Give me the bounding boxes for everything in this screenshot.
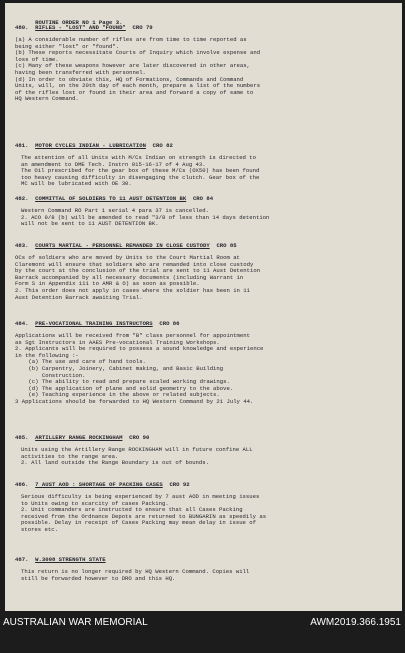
section-body-line: stores etc. <box>21 526 58 533</box>
section-body-line: Form S in Appendix 111 to AMR & O) as soon as possible. <box>15 280 200 288</box>
section-body-line: This return is no longer required by HQ Western Command. Copies will <box>21 568 250 575</box>
section-body-line: 2. All land outside the Range Boundary is out of bounds. <box>21 459 209 467</box>
section-body-line: (c) The ability to read and prepare scaled working drawings. <box>15 378 230 386</box>
section-body-line: 2. This order does not apply in cases where the soldier has been in 11 <box>15 287 250 294</box>
section-heading <box>15 243 237 250</box>
section-body-line: being either "lost" or "found". <box>15 42 120 50</box>
section-title: ARTILLERY RANGE ROCKINGHAM <box>35 434 123 441</box>
archive-footer <box>0 612 405 653</box>
section-body-line: activities to the range area. <box>21 452 119 460</box>
section-body-line: Serious difficulty is being experienced by 7 aust AOD in meeting issues <box>21 493 260 500</box>
section-reference: CRO 86 <box>159 320 180 327</box>
section-reference: CRO 79 <box>132 24 153 31</box>
section-heading <box>15 557 112 564</box>
footer-accession-number: AWM2019.366.1951 <box>310 617 401 628</box>
section-body-line: Western Command RO Part 1 serial 4 para 37 is cancelled. <box>21 207 209 214</box>
section-number: 486. <box>15 481 29 488</box>
section-body-line: Units using the Artillery Range ROCKINGHAM will in future confine ALL <box>21 446 253 453</box>
section-heading <box>15 321 180 328</box>
section-heading <box>15 25 153 32</box>
section-heading <box>15 435 149 442</box>
section-body-line: 2. ACO 9/8 (b) will be amended to read "3/8 of less than 14 days detention <box>21 213 270 221</box>
section-body-line: The Oil prescribed for the gear box of these M/Cs (OX50) has been found <box>21 167 260 175</box>
section-body-line: 3 Applications should be forwarded to HQ Western Command by 21 July 44. <box>15 398 254 405</box>
section-body-line: (b) Carpentry, Joinery, Cabinet making, and Basic Building <box>15 365 224 372</box>
section-body-line: 2. Unit commanders are instructed to ensure that all Cases Packing <box>21 506 243 514</box>
header-text: ROUTINE ORDER NO 1 Page 3. <box>35 18 123 26</box>
section-body-line: having been transferred with personnel. <box>15 69 146 76</box>
section-title: COMMITTAL OF SOLDIERS TO 11 AUST DETENTION BK <box>35 195 187 202</box>
section-title: 7 AUST AOD : SHORTAGE OF PACKING CASES <box>35 481 163 488</box>
section-body-line: HQ Western Command. <box>15 95 79 103</box>
section-body-line: in the following :- <box>15 351 79 359</box>
section-body-line: Aust Detention Barrack awaiting Trial. <box>15 293 143 301</box>
section-number: 482. <box>15 195 29 202</box>
section-body-line: loss of time. <box>15 55 59 63</box>
section-number: 480. <box>15 24 29 31</box>
section-body-line: of the rifles lost or found in their area and forward a copy of same to <box>15 88 254 96</box>
section-body-line: MC will be lubricated with OE 30. <box>21 180 132 188</box>
section-body-line: Claremont will ensure that soldiers who are remanded into close custody <box>15 260 254 268</box>
section-body-line: (d) In order to obviate this, HQ of Formations, Commands and Command <box>15 75 244 83</box>
section-body-line: (b) These reports necessitate Courts of Inquiry which involve expense and <box>15 49 261 57</box>
section-number: 481. <box>15 142 29 149</box>
section-body-line: to Units owing to scarcity of cases Packing. <box>21 499 169 507</box>
section-body-line: (a) The use and care of hand tools. <box>15 358 146 366</box>
section-body-line: too heavy causing difficulty in disengaging the clutch. Gear box of the <box>21 173 260 181</box>
section-reference: CRO 90 <box>129 434 150 441</box>
section-body-line: (c) Many of these weapons however are later discovered in other areas, <box>15 62 250 70</box>
section-number: 485. <box>15 434 29 441</box>
section-body-line: as Sgt Instructors in AAES Pre-vocational Training Workshops. <box>15 338 220 346</box>
section-number: 484. <box>15 320 29 327</box>
section-title: COURTS MARTIAL - PERSONNEL REMANDED IN CLOSE CUSTODY <box>35 242 210 249</box>
section-reference: CRO 82 <box>152 142 173 149</box>
section-reference: CRO 84 <box>192 195 214 202</box>
section-title: W.3008 STRENGTH STATE <box>35 556 106 563</box>
section-body-line: an amendment to DME Tech. Instrn 015-16-17 of 4 Aug 43. <box>21 160 206 168</box>
section-title: RIFLES - "LOST" AND "FOUND" <box>35 24 126 31</box>
section-body-line: still be forwarded however to DRO and this HQ. <box>21 574 176 582</box>
section-heading <box>15 482 190 489</box>
section-heading <box>15 143 173 150</box>
section-body-line: (d) The application of plane and solid geometry to the above. <box>15 384 234 392</box>
section-title: MOTOR CYCLES INDIAN - LUBRICATION <box>35 142 146 149</box>
section-body-line: Construction. <box>15 371 86 379</box>
section-body-line: by the court at the conclusion of the trial are sent to 11 Aust Detention <box>15 267 261 275</box>
section-body-line: (e) Teaching experience in the above or related subjects. <box>15 391 220 399</box>
document-paper <box>5 3 402 611</box>
section-body-line: possible. Delay in receipt of Cases Packing may mean delay in issue of <box>21 519 256 527</box>
section-body-line: (a) A considerable number of rifles are from time to time reported as <box>15 36 247 43</box>
section-body-line: will not be sent to 11 AUST DETENTION BK. <box>21 220 159 228</box>
section-body-line: The attention of all Units with M/Cs Indian on strength is directed to <box>21 154 256 161</box>
section-body-line: Barrack accompanied by all necessary documents (including Warrant in <box>15 273 244 281</box>
section-body-line: Applications will be received from "B" class personnel for appointment <box>15 332 250 339</box>
section-title: PRE-VOCATIONAL TRAINING INSTRUCTORS <box>35 320 153 327</box>
section-body-line: Units, will, on the 20th day of each month, prepare a list of the numbers <box>15 82 261 90</box>
section-reference: CRO 85 <box>216 242 237 249</box>
section-body-line: OCs of soldiers who are moved by Units to the Court Martial Room at <box>15 254 240 261</box>
footer-institution: AUSTRALIAN WAR MEMORIAL <box>3 617 148 628</box>
section-number: 487. <box>15 556 29 563</box>
section-body-line: 2. Applicants will be required to possess a sound knowledge and experience <box>15 345 264 353</box>
section-number: 483. <box>15 242 29 249</box>
section-body-line: received from the Ordnance Depots are returned to BUNGARIN as speedily as <box>21 512 267 520</box>
section-heading <box>15 196 213 203</box>
section-reference: CRO 92 <box>169 481 190 488</box>
